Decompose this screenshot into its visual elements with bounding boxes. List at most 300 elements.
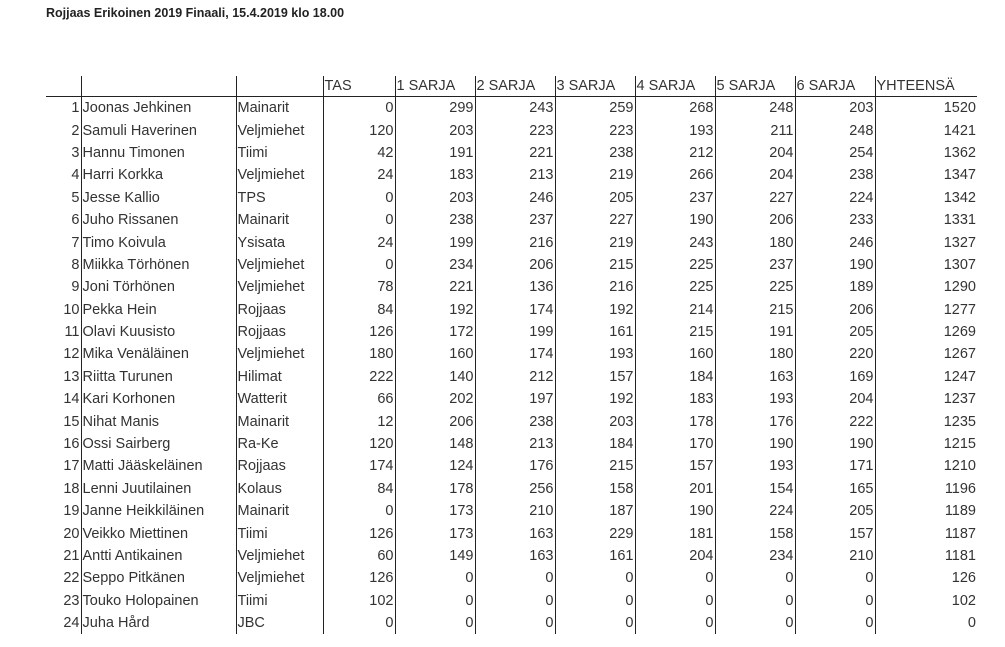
game-6-score-cell: 203: [795, 97, 875, 120]
player-name-cell: Samuli Haverinen: [81, 119, 236, 141]
column-header: [81, 76, 236, 97]
table-row: [46, 567, 977, 589]
team-cell: Mainarit: [236, 209, 323, 231]
game-3-score-cell: 259: [555, 97, 635, 120]
handicap-cell: 12: [323, 410, 395, 432]
total-score-cell: 1196: [875, 478, 977, 500]
game-1-score-cell: 149: [395, 545, 475, 567]
game-5-score-cell: 0: [715, 590, 795, 612]
game-1-score-cell: 203: [395, 119, 475, 141]
game-2-score-cell: 174: [475, 343, 555, 365]
game-6-score-cell: 171: [795, 455, 875, 477]
game-2-score-cell: 212: [475, 366, 555, 388]
game-3-score-cell: 238: [555, 142, 635, 164]
game-1-score-cell: 199: [395, 231, 475, 253]
handicap-cell: 0: [323, 97, 395, 120]
game-2-score-cell: 176: [475, 455, 555, 477]
table-row: [46, 590, 977, 612]
team-cell: Veljmiehet: [236, 164, 323, 186]
rank-cell: 7: [71, 234, 80, 251]
total-score-cell: 1347: [875, 164, 977, 186]
total-score-cell: 1189: [875, 500, 977, 522]
game-6-score-cell: 157: [795, 522, 875, 544]
total-score-cell: 1342: [875, 187, 977, 209]
game-4-score-cell: 215: [635, 321, 715, 343]
team-cell: Rojjaas: [236, 455, 323, 477]
game-4-score-cell: 157: [635, 455, 715, 477]
column-header: TAS: [323, 76, 395, 97]
column-header: YHTEENSÄ: [875, 76, 977, 97]
player-name-cell: Jesse Kallio: [81, 187, 236, 209]
total-score-cell: 1235: [875, 410, 977, 432]
game-3-score-cell: 187: [555, 500, 635, 522]
rank-cell: 10: [63, 301, 80, 318]
rank-cell: 8: [71, 256, 80, 273]
game-4-score-cell: 160: [635, 343, 715, 365]
game-2-score-cell: 206: [475, 254, 555, 276]
game-1-score-cell: 183: [395, 164, 475, 186]
game-4-score-cell: 225: [635, 276, 715, 298]
team-cell: TPS: [236, 187, 323, 209]
game-5-score-cell: 163: [715, 366, 795, 388]
team-cell: Veljmiehet: [236, 254, 323, 276]
game-2-score-cell: 0: [475, 612, 555, 634]
table-row: [46, 299, 977, 321]
column-header: [46, 76, 81, 97]
table-row: [46, 187, 977, 209]
handicap-cell: 66: [323, 388, 395, 410]
table-row: [46, 276, 977, 298]
game-3-score-cell: 219: [555, 231, 635, 253]
handicap-cell: 42: [323, 142, 395, 164]
column-header: 5 SARJA: [715, 76, 795, 97]
game-3-score-cell: 215: [555, 455, 635, 477]
table-row: [46, 366, 977, 388]
game-5-score-cell: 191: [715, 321, 795, 343]
handicap-cell: 0: [323, 500, 395, 522]
total-score-cell: 1421: [875, 119, 977, 141]
header-row: [46, 76, 977, 97]
game-3-score-cell: 203: [555, 410, 635, 432]
game-6-score-cell: 224: [795, 187, 875, 209]
handicap-cell: 120: [323, 433, 395, 455]
game-1-score-cell: 203: [395, 187, 475, 209]
game-4-score-cell: 266: [635, 164, 715, 186]
team-cell: Veljmiehet: [236, 545, 323, 567]
game-5-score-cell: 211: [715, 119, 795, 141]
total-score-cell: 1269: [875, 321, 977, 343]
game-5-score-cell: 225: [715, 276, 795, 298]
game-2-score-cell: 0: [475, 590, 555, 612]
game-1-score-cell: 192: [395, 299, 475, 321]
game-2-score-cell: 210: [475, 500, 555, 522]
game-4-score-cell: 190: [635, 209, 715, 231]
rank-cell: 6: [71, 212, 80, 229]
game-5-score-cell: 206: [715, 209, 795, 231]
game-4-score-cell: 178: [635, 410, 715, 432]
game-3-score-cell: 0: [555, 612, 635, 634]
game-2-score-cell: 256: [475, 478, 555, 500]
game-4-score-cell: 214: [635, 299, 715, 321]
rank-cell: 11: [64, 324, 80, 341]
game-3-score-cell: 0: [555, 567, 635, 589]
player-name-cell: Pekka Hein: [81, 299, 236, 321]
game-1-score-cell: 173: [395, 522, 475, 544]
game-5-score-cell: 0: [715, 612, 795, 634]
page-title: Rojjaas Erikoinen 2019 Finaali, 15.4.2019 klo 18.00: [46, 6, 345, 20]
game-4-score-cell: 212: [635, 142, 715, 164]
game-6-score-cell: 165: [795, 478, 875, 500]
game-4-score-cell: 225: [635, 254, 715, 276]
total-score-cell: 1237: [875, 388, 977, 410]
rank-cell: 3: [71, 144, 80, 161]
player-name-cell: Touko Holopainen: [81, 590, 236, 612]
game-1-score-cell: 160: [395, 343, 475, 365]
total-score-cell: 126: [875, 567, 977, 589]
team-cell: Rojjaas: [236, 299, 323, 321]
game-5-score-cell: 154: [715, 478, 795, 500]
player-name-cell: Nihat Manis: [81, 410, 236, 432]
game-4-score-cell: 183: [635, 388, 715, 410]
game-4-score-cell: 193: [635, 119, 715, 141]
table-row: [46, 142, 977, 164]
game-5-score-cell: 180: [715, 343, 795, 365]
game-1-score-cell: 0: [395, 590, 475, 612]
handicap-cell: 126: [323, 522, 395, 544]
game-3-score-cell: 193: [555, 343, 635, 365]
team-cell: Veljmiehet: [236, 567, 323, 589]
game-6-score-cell: 205: [795, 500, 875, 522]
game-3-score-cell: 215: [555, 254, 635, 276]
game-5-score-cell: 227: [715, 187, 795, 209]
player-name-cell: Timo Koivula: [81, 231, 236, 253]
table-row: [46, 455, 977, 477]
rank-cell: 19: [63, 503, 80, 520]
total-score-cell: 1327: [875, 231, 977, 253]
rank-cell: 22: [63, 570, 80, 587]
game-6-score-cell: 169: [795, 366, 875, 388]
player-name-cell: Janne Heikkiläinen: [81, 500, 236, 522]
total-score-cell: 1520: [875, 97, 977, 120]
player-name-cell: Hannu Timonen: [81, 142, 236, 164]
game-3-score-cell: 0: [555, 590, 635, 612]
game-4-score-cell: 204: [635, 545, 715, 567]
player-name-cell: Ossi Sairberg: [81, 433, 236, 455]
column-header: 2 SARJA: [475, 76, 555, 97]
player-name-cell: Veikko Miettinen: [81, 522, 236, 544]
total-score-cell: 1210: [875, 455, 977, 477]
game-3-score-cell: 223: [555, 119, 635, 141]
rank-cell: 20: [63, 525, 80, 542]
game-4-score-cell: 237: [635, 187, 715, 209]
game-3-score-cell: 157: [555, 366, 635, 388]
table-row: [46, 433, 977, 455]
player-name-cell: Seppo Pitkänen: [81, 567, 236, 589]
handicap-cell: 180: [323, 343, 395, 365]
game-4-score-cell: 0: [635, 612, 715, 634]
player-name-cell: Harri Korkka: [81, 164, 236, 186]
column-header: [236, 76, 323, 97]
game-1-score-cell: 191: [395, 142, 475, 164]
handicap-cell: 126: [323, 321, 395, 343]
game-6-score-cell: 190: [795, 254, 875, 276]
table-body: [46, 97, 977, 635]
game-5-score-cell: 190: [715, 433, 795, 455]
table-row: [46, 231, 977, 253]
handicap-cell: 174: [323, 455, 395, 477]
game-4-score-cell: 0: [635, 567, 715, 589]
table-header: [46, 76, 977, 97]
game-5-score-cell: 180: [715, 231, 795, 253]
game-2-score-cell: 223: [475, 119, 555, 141]
total-score-cell: 1362: [875, 142, 977, 164]
rank-cell: 23: [63, 592, 80, 609]
game-3-score-cell: 161: [555, 545, 635, 567]
game-1-score-cell: 173: [395, 500, 475, 522]
table-row: [46, 343, 977, 365]
handicap-cell: 120: [323, 119, 395, 141]
handicap-cell: 24: [323, 164, 395, 186]
rank-cell: 14: [63, 391, 80, 408]
game-6-score-cell: 233: [795, 209, 875, 231]
team-cell: Rojjaas: [236, 321, 323, 343]
game-5-score-cell: 224: [715, 500, 795, 522]
game-4-score-cell: 243: [635, 231, 715, 253]
total-score-cell: 1187: [875, 522, 977, 544]
game-6-score-cell: 210: [795, 545, 875, 567]
rank-cell: 24: [63, 615, 80, 632]
handicap-cell: 0: [323, 254, 395, 276]
game-6-score-cell: 0: [795, 612, 875, 634]
game-3-score-cell: 158: [555, 478, 635, 500]
game-2-score-cell: 199: [475, 321, 555, 343]
player-name-cell: Joni Törhönen: [81, 276, 236, 298]
rank-cell: 12: [63, 346, 80, 363]
game-1-score-cell: 178: [395, 478, 475, 500]
game-3-score-cell: 192: [555, 388, 635, 410]
game-4-score-cell: 190: [635, 500, 715, 522]
game-1-score-cell: 202: [395, 388, 475, 410]
player-name-cell: Kari Korhonen: [81, 388, 236, 410]
game-2-score-cell: 221: [475, 142, 555, 164]
player-name-cell: Miikka Törhönen: [81, 254, 236, 276]
results-table: [46, 76, 977, 634]
table-row: [46, 410, 977, 432]
team-cell: Tiimi: [236, 590, 323, 612]
game-3-score-cell: 229: [555, 522, 635, 544]
handicap-cell: 0: [323, 187, 395, 209]
game-6-score-cell: 0: [795, 590, 875, 612]
game-2-score-cell: 213: [475, 433, 555, 455]
game-5-score-cell: 0: [715, 567, 795, 589]
game-4-score-cell: 268: [635, 97, 715, 120]
handicap-cell: 102: [323, 590, 395, 612]
team-cell: Kolaus: [236, 478, 323, 500]
total-score-cell: 0: [875, 612, 977, 634]
total-score-cell: 1247: [875, 366, 977, 388]
game-5-score-cell: 234: [715, 545, 795, 567]
game-5-score-cell: 248: [715, 97, 795, 120]
rank-cell: 9: [71, 279, 80, 296]
team-cell: Watterit: [236, 388, 323, 410]
column-header: 3 SARJA: [555, 76, 635, 97]
game-6-score-cell: 206: [795, 299, 875, 321]
game-1-score-cell: 172: [395, 321, 475, 343]
player-name-cell: Juho Rissanen: [81, 209, 236, 231]
game-1-score-cell: 221: [395, 276, 475, 298]
table-row: [46, 97, 977, 120]
game-6-score-cell: 254: [795, 142, 875, 164]
game-3-score-cell: 184: [555, 433, 635, 455]
total-score-cell: 102: [875, 590, 977, 612]
team-cell: Tiimi: [236, 142, 323, 164]
player-name-cell: Matti Jääskeläinen: [81, 455, 236, 477]
game-3-score-cell: 205: [555, 187, 635, 209]
game-2-score-cell: 163: [475, 522, 555, 544]
game-5-score-cell: 158: [715, 522, 795, 544]
handicap-cell: 0: [323, 209, 395, 231]
game-6-score-cell: 248: [795, 119, 875, 141]
total-score-cell: 1215: [875, 433, 977, 455]
handicap-cell: 60: [323, 545, 395, 567]
team-cell: Ra-Ke: [236, 433, 323, 455]
column-header: 6 SARJA: [795, 76, 875, 97]
handicap-cell: 78: [323, 276, 395, 298]
game-1-score-cell: 124: [395, 455, 475, 477]
game-2-score-cell: 136: [475, 276, 555, 298]
game-2-score-cell: 216: [475, 231, 555, 253]
total-score-cell: 1267: [875, 343, 977, 365]
game-5-score-cell: 176: [715, 410, 795, 432]
table-row: [46, 612, 977, 634]
player-name-cell: Mika Venäläinen: [81, 343, 236, 365]
table-row: [46, 321, 977, 343]
team-cell: JBC: [236, 612, 323, 634]
rank-cell: 17: [63, 458, 80, 475]
player-name-cell: Antti Antikainen: [81, 545, 236, 567]
table-row: [46, 209, 977, 231]
player-name-cell: Lenni Juutilainen: [81, 478, 236, 500]
table-row: [46, 119, 977, 141]
game-6-score-cell: 238: [795, 164, 875, 186]
player-name-cell: Riitta Turunen: [81, 366, 236, 388]
game-2-score-cell: 0: [475, 567, 555, 589]
game-6-score-cell: 205: [795, 321, 875, 343]
game-6-score-cell: 190: [795, 433, 875, 455]
game-4-score-cell: 170: [635, 433, 715, 455]
game-3-score-cell: 161: [555, 321, 635, 343]
column-header: 1 SARJA: [395, 76, 475, 97]
team-cell: Hilimat: [236, 366, 323, 388]
table-row: [46, 254, 977, 276]
game-2-score-cell: 243: [475, 97, 555, 120]
game-5-score-cell: 237: [715, 254, 795, 276]
team-cell: Veljmiehet: [236, 276, 323, 298]
player-name-cell: Juha Hård: [81, 612, 236, 634]
game-2-score-cell: 213: [475, 164, 555, 186]
game-4-score-cell: 181: [635, 522, 715, 544]
handicap-cell: 222: [323, 366, 395, 388]
total-score-cell: 1331: [875, 209, 977, 231]
team-cell: Ysisata: [236, 231, 323, 253]
handicap-cell: 126: [323, 567, 395, 589]
rank-cell: 15: [63, 413, 80, 430]
game-6-score-cell: 0: [795, 567, 875, 589]
game-5-score-cell: 204: [715, 164, 795, 186]
game-1-score-cell: 148: [395, 433, 475, 455]
total-score-cell: 1307: [875, 254, 977, 276]
total-score-cell: 1277: [875, 299, 977, 321]
game-4-score-cell: 184: [635, 366, 715, 388]
game-6-score-cell: 246: [795, 231, 875, 253]
table-row: [46, 522, 977, 544]
handicap-cell: 0: [323, 612, 395, 634]
game-5-score-cell: 193: [715, 388, 795, 410]
game-6-score-cell: 204: [795, 388, 875, 410]
game-6-score-cell: 189: [795, 276, 875, 298]
game-6-score-cell: 222: [795, 410, 875, 432]
team-cell: Mainarit: [236, 97, 323, 120]
game-3-score-cell: 192: [555, 299, 635, 321]
table-row: [46, 478, 977, 500]
game-1-score-cell: 299: [395, 97, 475, 120]
handicap-cell: 84: [323, 299, 395, 321]
player-name-cell: Olavi Kuusisto: [81, 321, 236, 343]
rank-cell: 21: [63, 548, 80, 564]
rank-cell: 18: [63, 480, 80, 497]
rank-cell: 1: [71, 100, 80, 117]
handicap-cell: 24: [323, 231, 395, 253]
game-1-score-cell: 140: [395, 366, 475, 388]
table-row: [46, 545, 977, 567]
rank-cell: 4: [71, 167, 80, 184]
game-1-score-cell: 0: [395, 612, 475, 634]
game-1-score-cell: 234: [395, 254, 475, 276]
team-cell: Mainarit: [236, 410, 323, 432]
game-4-score-cell: 201: [635, 478, 715, 500]
table-row: [46, 388, 977, 410]
game-2-score-cell: 174: [475, 299, 555, 321]
game-2-score-cell: 238: [475, 410, 555, 432]
rank-cell: 2: [71, 122, 80, 139]
rank-cell: 13: [63, 368, 80, 385]
table-row: [46, 500, 977, 522]
game-3-score-cell: 219: [555, 164, 635, 186]
game-5-score-cell: 204: [715, 142, 795, 164]
team-cell: Tiimi: [236, 522, 323, 544]
column-header: 4 SARJA: [635, 76, 715, 97]
rank-cell: 16: [63, 436, 80, 453]
team-cell: Veljmiehet: [236, 343, 323, 365]
game-2-score-cell: 197: [475, 388, 555, 410]
game-2-score-cell: 163: [475, 545, 555, 567]
team-cell: Mainarit: [236, 500, 323, 522]
game-3-score-cell: 227: [555, 209, 635, 231]
game-6-score-cell: 220: [795, 343, 875, 365]
rank-cell: 5: [71, 189, 80, 206]
team-cell: Veljmiehet: [236, 119, 323, 141]
table-row: [46, 164, 977, 186]
game-3-score-cell: 216: [555, 276, 635, 298]
game-5-score-cell: 215: [715, 299, 795, 321]
game-2-score-cell: 237: [475, 209, 555, 231]
player-name-cell: Joonas Jehkinen: [81, 97, 236, 120]
game-1-score-cell: 206: [395, 410, 475, 432]
game-5-score-cell: 193: [715, 455, 795, 477]
game-4-score-cell: 0: [635, 590, 715, 612]
total-score-cell: 1181: [875, 545, 977, 567]
total-score-cell: 1290: [875, 276, 977, 298]
